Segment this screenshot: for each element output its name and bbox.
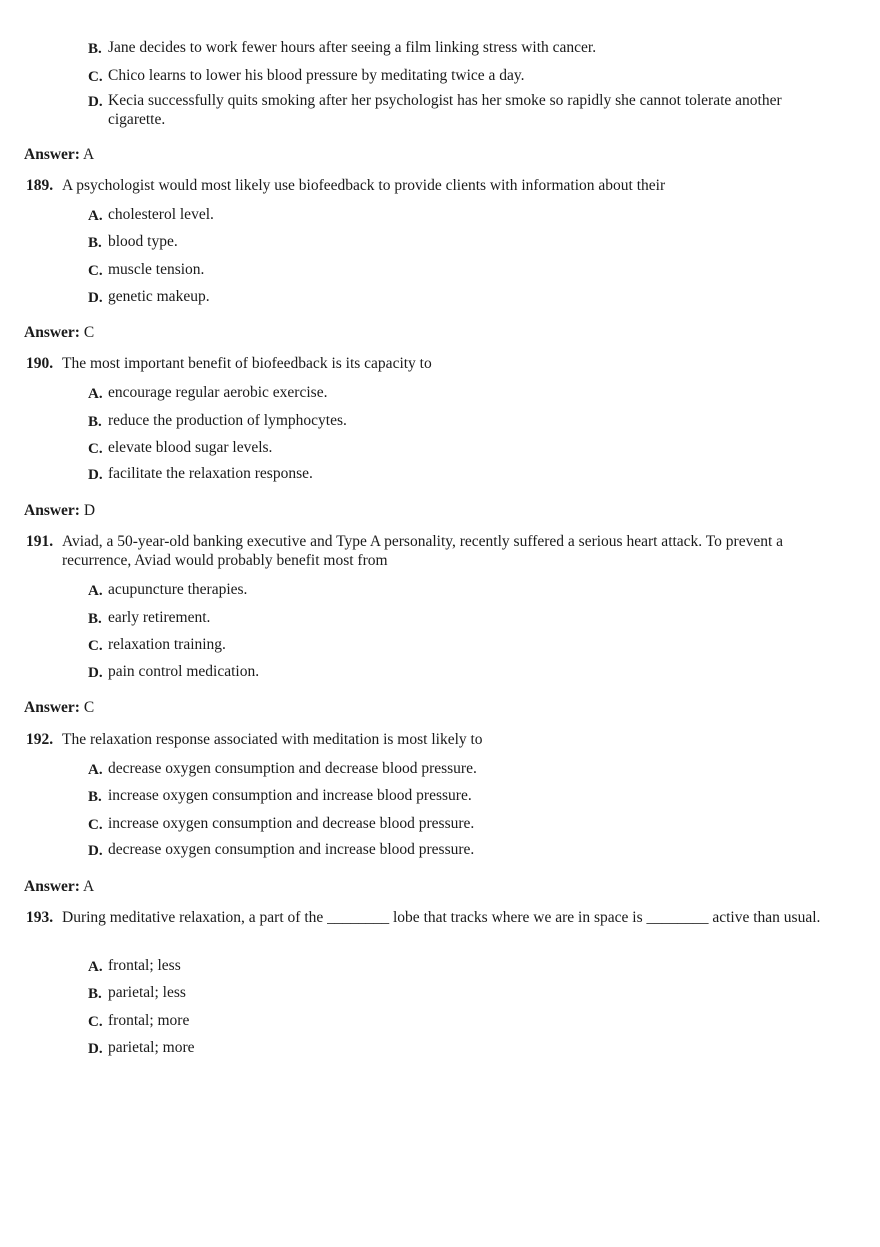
answer-label: Answer: — [24, 324, 80, 341]
option-letter: D. — [88, 94, 103, 110]
option-text: facilitate the relaxation response. — [108, 465, 313, 482]
option-text: blood type. — [108, 233, 178, 250]
option-letter: B. — [88, 789, 102, 805]
option-letter: B. — [88, 414, 102, 430]
option-d — [88, 464, 828, 483]
option-text: reduce the production of lymphocytes. — [108, 412, 347, 429]
answer-line — [24, 877, 94, 896]
question-189 — [26, 176, 841, 195]
option-a — [88, 759, 828, 778]
option-text: muscle tension. — [108, 261, 205, 278]
option-letter: A. — [88, 762, 103, 778]
option-letter: D. — [88, 843, 103, 859]
question-193 — [26, 908, 841, 927]
option-b — [88, 983, 828, 1002]
answer-label: Answer: — [24, 502, 80, 519]
option-text: increase oxygen consumption and decrease blood pressure. — [108, 815, 475, 832]
answer-label: Answer: — [24, 878, 80, 895]
question-text: The most important benefit of biofeedback is its capacity to — [62, 355, 432, 372]
option-a — [88, 205, 828, 224]
option-text: decrease oxygen consumption and increase blood pressure. — [108, 841, 475, 858]
option-d — [88, 1038, 828, 1057]
option-text: Jane decides to work fewer hours after seeing a film linking stress with cancer. — [108, 39, 597, 56]
answer-line — [24, 145, 94, 164]
option-text: relaxation training. — [108, 636, 226, 653]
question-text: The relaxation response associated with meditation is most likely to — [62, 731, 483, 748]
option-b — [88, 786, 828, 805]
question-190 — [26, 354, 841, 373]
option-letter: C. — [88, 638, 103, 654]
answer-value: A — [83, 878, 95, 895]
option-c — [88, 260, 828, 279]
answer-label: Answer: — [24, 146, 80, 163]
option-letter: C. — [88, 441, 103, 457]
option-letter: B. — [88, 986, 102, 1002]
answer-line — [24, 698, 94, 717]
option-letter: C. — [88, 1014, 103, 1030]
option-letter: A. — [88, 208, 103, 224]
option-letter: C. — [88, 263, 103, 279]
option-letter: A. — [88, 386, 103, 402]
option-a — [88, 580, 828, 599]
option-c — [88, 1011, 828, 1030]
option-c — [88, 814, 828, 833]
option-text: Chico learns to lower his blood pressure by meditating twice a day. — [108, 67, 525, 84]
option-letter: B. — [88, 235, 102, 251]
question-191 — [26, 532, 841, 570]
option-d — [88, 91, 828, 129]
option-letter: B. — [88, 41, 102, 57]
question-number: 192. — [26, 731, 54, 748]
option-letter: C. — [88, 69, 103, 85]
answer-value: D — [83, 502, 96, 519]
option-text: cholesterol level. — [108, 206, 214, 223]
question-number: 191. — [26, 533, 54, 550]
question-number: 189. — [26, 177, 54, 194]
question-text: Aviad, a 50-year-old banking executive and Type A personality, recently suffered a serious heart attack. To prevent a recurrence, Aviad would probably benefit most from — [62, 533, 784, 569]
option-text: encourage regular aerobic exercise. — [108, 384, 328, 401]
answer-line — [24, 501, 95, 520]
option-text: parietal; less — [108, 984, 186, 1001]
option-text: genetic makeup. — [108, 288, 210, 305]
option-letter: D. — [88, 290, 103, 306]
answer-value: C — [83, 324, 95, 341]
option-letter: A. — [88, 959, 103, 975]
option-text: early retirement. — [108, 609, 211, 626]
option-a — [88, 383, 828, 402]
option-text: increase oxygen consumption and increase blood pressure. — [108, 787, 472, 804]
question-number: 193. — [26, 909, 54, 926]
question-number: 190. — [26, 355, 54, 372]
option-text: Kecia successfully quits smoking after her psychologist has her smoke so rapidly she cannot tolerate another cigarette. — [108, 92, 782, 128]
option-text: parietal; more — [108, 1039, 195, 1056]
answer-value: A — [83, 146, 95, 163]
answer-line — [24, 323, 94, 342]
answer-value: C — [83, 699, 95, 716]
option-d — [88, 287, 828, 306]
option-c — [88, 438, 828, 457]
option-text: decrease oxygen consumption and decrease blood pressure. — [108, 760, 477, 777]
option-letter: B. — [88, 611, 102, 627]
option-d — [88, 662, 828, 681]
option-b — [88, 608, 828, 627]
option-text: pain control medication. — [108, 663, 260, 680]
option-b — [88, 411, 828, 430]
option-letter: D. — [88, 467, 103, 483]
option-b — [88, 232, 828, 251]
option-a — [88, 956, 828, 975]
option-text: frontal; more — [108, 1012, 190, 1029]
option-letter: D. — [88, 1041, 103, 1057]
option-b — [88, 38, 828, 57]
option-c — [88, 635, 828, 654]
question-192 — [26, 730, 841, 749]
option-text: acupuncture therapies. — [108, 581, 248, 598]
answer-label: Answer: — [24, 699, 80, 716]
option-letter: C. — [88, 817, 103, 833]
option-c — [88, 66, 828, 85]
option-text: elevate blood sugar levels. — [108, 439, 273, 456]
option-letter: A. — [88, 583, 103, 599]
question-text: During meditative relaxation, a part of the ________ lobe that tracks where we are in space is ________ active than usual. — [62, 909, 821, 926]
option-d — [88, 840, 828, 859]
option-text: frontal; less — [108, 957, 181, 974]
question-text: A psychologist would most likely use biofeedback to provide clients with information about their — [62, 177, 666, 194]
option-letter: D. — [88, 665, 103, 681]
